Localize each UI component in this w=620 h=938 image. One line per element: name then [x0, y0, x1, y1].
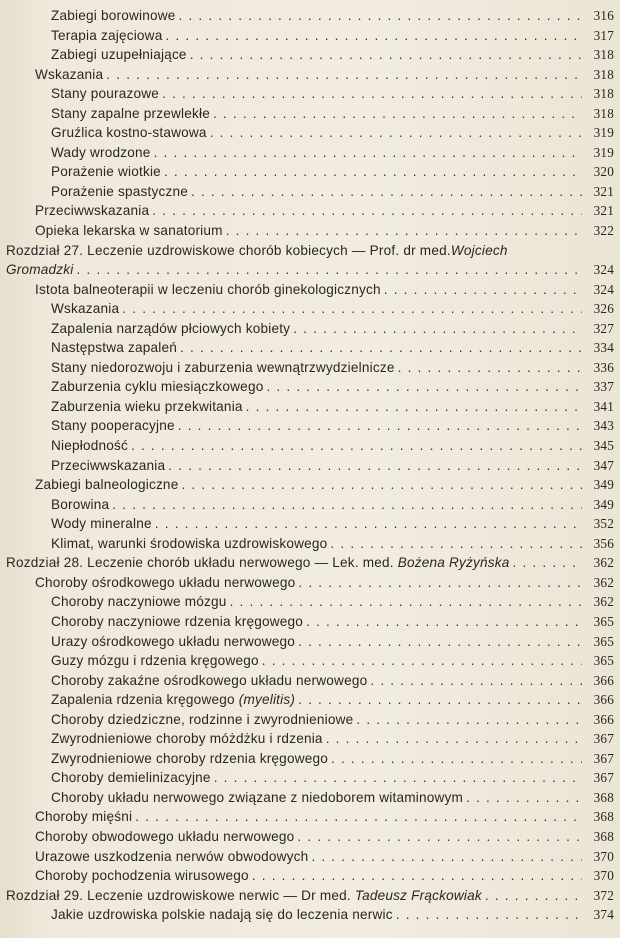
toc-entry	[0, 123, 620, 143]
entry-text: Zabiegi balneologiczne	[35, 477, 179, 493]
toc-entry	[0, 827, 620, 847]
dot-leader	[162, 84, 582, 104]
page-number: 367	[593, 770, 614, 786]
page-number: 365	[593, 633, 614, 649]
toc-entry	[0, 788, 620, 808]
entry-label	[51, 651, 259, 671]
entry-label	[35, 280, 381, 300]
dot-leader	[122, 299, 582, 319]
entry-text: Terapia zajęciowa	[51, 27, 163, 43]
chapter-text: Rozdział 28. Leczenie chorób układu nerwowego — Lek. med.	[6, 555, 398, 571]
toc-entry	[0, 807, 620, 827]
page-number: 326	[593, 301, 614, 317]
toc-entry	[0, 710, 620, 730]
table-of-contents	[0, 6, 620, 925]
entry-label	[35, 866, 249, 886]
entry-text: Wskazania	[51, 301, 120, 317]
toc-entry	[0, 729, 620, 749]
toc-entry	[0, 6, 620, 26]
dot-leader	[297, 827, 582, 847]
entry-text: Stany niedorozwoju i zaburzenia wewnątrzwydzielnicze	[51, 359, 395, 375]
dot-leader	[466, 788, 582, 808]
dot-leader	[210, 123, 582, 143]
entry-label	[51, 338, 177, 358]
entry-label	[35, 807, 132, 827]
chapter-author: Gromadzki	[6, 262, 74, 278]
toc-entry	[0, 280, 620, 300]
toc-entry	[0, 632, 620, 652]
entry-label	[51, 123, 207, 143]
toc-entry	[0, 104, 620, 124]
dot-leader	[168, 456, 582, 476]
toc-entry	[0, 65, 620, 85]
toc-entry	[0, 299, 620, 319]
entry-text: Zabiegi borowinowe	[51, 8, 176, 23]
chapter-text: Rozdział 29. Leczenie uzdrowiskowe nerwic — Dr med.	[6, 887, 355, 903]
entry-text: Jakie uzdrowiska polskie nadają się do leczenia nerwic	[51, 907, 393, 923]
page-number: 362	[593, 594, 614, 610]
toc-entry	[0, 651, 620, 671]
entry-label	[35, 475, 178, 495]
entry-text: Niepłodność	[51, 438, 129, 454]
page-number: 324	[593, 281, 614, 297]
entry-label	[51, 26, 162, 46]
page-number: 334	[593, 340, 614, 356]
entry-text: Choroby ośrodkowego układu nerwowego	[35, 574, 296, 590]
entry-label	[51, 299, 119, 319]
dot-leader	[396, 905, 582, 925]
toc-chapter-row	[0, 886, 620, 906]
entry-text: Choroby dziedziczne, rodzinne i zwyrodnieniowe	[51, 711, 354, 727]
toc-entry	[0, 905, 620, 925]
dot-leader	[298, 632, 582, 652]
dot-leader	[370, 671, 582, 691]
entry-text: Zwyrodnieniowe choroby rdzenia kręgowego	[51, 750, 329, 766]
dot-leader	[311, 847, 582, 867]
entry-label	[51, 905, 393, 925]
chapter-author: Tadeusz Frąckowiak	[354, 887, 482, 903]
page-number: 336	[593, 359, 614, 375]
entry-text: Urazy ośrodkowego układu nerwowego	[51, 633, 296, 649]
entry-label	[35, 573, 295, 593]
entry-text: Przeciwwskazania	[51, 457, 166, 473]
dot-leader	[190, 45, 582, 65]
entry-text: Wskazania	[35, 66, 104, 82]
page-number: 362	[593, 574, 614, 590]
entry-text: Urazowe uszkodzenia nerwów obwodowych	[35, 848, 309, 864]
page-number: 365	[593, 653, 614, 669]
toc-entry	[0, 84, 620, 104]
dot-leader	[298, 573, 582, 593]
entry-label	[51, 456, 165, 476]
entry-text: Następstwa zapaleń	[51, 340, 178, 356]
page-number: 356	[593, 535, 614, 551]
toc-entry	[0, 671, 620, 691]
toc-entry	[0, 221, 620, 241]
page-number: 362	[593, 555, 614, 571]
entry-label	[51, 534, 327, 554]
entry-label	[35, 827, 294, 847]
toc-entry	[0, 847, 620, 867]
entry-label	[51, 358, 395, 378]
page-number: 319	[593, 125, 614, 141]
toc-entry	[0, 690, 620, 710]
chapter-author: Bożena Ryżyńska	[397, 555, 510, 571]
entry-label	[51, 319, 290, 339]
dot-leader	[485, 886, 582, 906]
dot-leader	[398, 358, 582, 378]
page-number: 345	[593, 438, 614, 454]
dot-leader	[513, 553, 583, 573]
page-number: 368	[593, 789, 614, 805]
page-number: 341	[593, 398, 614, 414]
toc-entry	[0, 612, 620, 632]
entry-label	[51, 182, 188, 202]
toc-chapter-row	[0, 241, 620, 261]
page-number: 349	[593, 496, 614, 512]
entry-text: Wody mineralne	[51, 516, 152, 532]
page-number: 374	[593, 907, 614, 923]
toc-entry	[0, 338, 620, 358]
entry-label	[51, 416, 175, 436]
dot-leader	[165, 26, 582, 46]
dot-leader	[180, 338, 582, 358]
page-number: 337	[593, 379, 614, 395]
entry-text: Choroby pochodzenia wirusowego	[35, 868, 249, 884]
dot-leader	[330, 534, 582, 554]
entry-label	[51, 729, 323, 749]
entry-text: Stany pooperacyjne	[51, 418, 175, 434]
toc-entry	[0, 495, 620, 515]
entry-text: Stany pourazowe	[51, 86, 160, 102]
dot-leader	[252, 866, 582, 886]
entry-text: Zapalenia rdzenia kręgowego	[51, 692, 235, 708]
entry-label	[51, 514, 152, 534]
entry-label	[51, 436, 128, 456]
page-number: 349	[593, 477, 614, 493]
toc-entry	[0, 514, 620, 534]
dot-leader	[179, 6, 582, 26]
dot-leader	[326, 729, 582, 749]
entry-label	[51, 84, 159, 104]
toc-chapter-row	[0, 553, 620, 573]
toc-entry	[0, 592, 620, 612]
page-number: 318	[593, 47, 614, 63]
toc-entry	[0, 162, 620, 182]
dot-leader	[164, 162, 582, 182]
toc-entry	[0, 26, 620, 46]
entry-text: Choroby mięśni	[35, 809, 133, 825]
page-number: 318	[593, 86, 614, 102]
toc-entry	[0, 768, 620, 788]
dot-leader	[181, 475, 582, 495]
dot-leader	[246, 397, 582, 417]
entry-label	[51, 6, 176, 26]
chapter-author: Wojciech	[450, 242, 508, 258]
entry-label	[51, 104, 210, 124]
dot-leader	[306, 612, 582, 632]
entry-text: Zabiegi uzupełniające	[51, 47, 187, 63]
toc-entry	[0, 201, 620, 221]
entry-label	[51, 45, 187, 65]
toc-entry	[0, 573, 620, 593]
page-number: 367	[593, 731, 614, 747]
entry-label	[51, 592, 227, 612]
entry-text: Porażenie spastyczne	[51, 183, 188, 199]
toc-entry	[0, 358, 620, 378]
page-number: 368	[593, 809, 614, 825]
dot-leader	[331, 749, 582, 769]
entry-label	[51, 143, 151, 163]
entry-text: Zapalenia narządów płciowych kobiety	[51, 320, 291, 336]
page-number: 367	[593, 750, 614, 766]
entry-text: Przeciwwskazania	[35, 203, 150, 219]
page-number: 370	[593, 848, 614, 864]
entry-label	[35, 221, 223, 241]
page-number: 322	[593, 223, 614, 239]
toc-entry	[0, 143, 620, 163]
dot-leader	[77, 260, 582, 280]
page-number: 366	[593, 692, 614, 708]
entry-italic: (myelitis)	[238, 692, 296, 708]
entry-text: Choroby układu nerwowego związane z niedoborem witaminowym	[51, 789, 464, 805]
page-number: 372	[593, 887, 614, 903]
page-number: 347	[593, 457, 614, 473]
page-number: 370	[593, 868, 614, 884]
entry-text: Choroby naczyniowe rdzenia kręgowego	[51, 613, 304, 629]
page-number: 321	[593, 203, 614, 219]
chapter-title	[6, 886, 482, 906]
toc-entry	[0, 475, 620, 495]
dot-leader	[112, 495, 582, 515]
page-number: 318	[593, 105, 614, 121]
entry-text: Gruźlica kostno-stawowa	[51, 125, 207, 141]
page-number: 366	[593, 711, 614, 727]
entry-text: Zaburzenia wieku przekwitania	[51, 398, 243, 414]
toc-entry	[0, 319, 620, 339]
entry-text: Opieka lekarska w sanatorium	[35, 223, 223, 239]
toc-chapter-row-continued	[0, 260, 620, 280]
page-number: 320	[593, 164, 614, 180]
entry-text: Choroby naczyniowe mózgu	[51, 594, 227, 610]
entry-text: Zaburzenia cyklu miesiączkowego	[51, 379, 264, 395]
entry-text: Borowina	[51, 496, 110, 512]
toc-entry	[0, 866, 620, 886]
page-number: 321	[593, 183, 614, 199]
entry-text: Istota balneoterapii w leczeniu chorób ginekologicznych	[35, 281, 381, 297]
toc-entry	[0, 45, 620, 65]
entry-label	[51, 788, 463, 808]
dot-leader	[266, 377, 582, 397]
entry-label	[51, 749, 328, 769]
toc-entry	[0, 749, 620, 769]
dot-leader	[106, 65, 582, 85]
page-number: 319	[593, 144, 614, 160]
entry-label	[51, 162, 161, 182]
dot-leader	[178, 416, 582, 436]
dot-leader	[262, 651, 582, 671]
page-number: 316	[593, 8, 614, 23]
chapter-title	[6, 553, 510, 573]
dot-leader	[298, 690, 582, 710]
toc-entry	[0, 436, 620, 456]
entry-label	[51, 495, 109, 515]
dot-leader	[131, 436, 582, 456]
page-number: 366	[593, 672, 614, 688]
chapter-text: Rozdział 27. Leczenie uzdrowiskowe chorób kobiecych — Prof. dr med.	[6, 242, 451, 258]
dot-leader	[213, 104, 582, 124]
toc-entry	[0, 456, 620, 476]
page-number: 324	[593, 262, 614, 278]
page-number: 352	[593, 516, 614, 532]
entry-label	[35, 201, 149, 221]
dot-leader	[154, 143, 582, 163]
page-number: 317	[593, 27, 614, 43]
toc-entry	[0, 397, 620, 417]
dot-leader	[214, 768, 582, 788]
dot-leader	[191, 182, 582, 202]
dot-leader	[135, 807, 582, 827]
entry-text: Klimat, warunki środowiska uzdrowiskowego	[51, 535, 328, 551]
page-number: 318	[593, 66, 614, 82]
entry-text: Guzy mózgu i rdzenia kręgowego	[51, 653, 259, 669]
dot-leader	[293, 319, 582, 339]
dot-leader	[384, 280, 582, 300]
toc-entry	[0, 534, 620, 554]
entry-text: Zwyrodnieniowe choroby móżdżku i rdzenia	[51, 731, 323, 747]
entry-label	[35, 847, 308, 867]
entry-label	[51, 612, 303, 632]
entry-text: Choroby zakaźne ośrodkowego układu nerwowego	[51, 672, 368, 688]
entry-text: Choroby obwodowego układu nerwowego	[35, 828, 295, 844]
entry-text: Stany zapalne przewlekłe	[51, 105, 210, 121]
entry-text: Porażenie wiotkie	[51, 164, 161, 180]
toc-entry	[0, 182, 620, 202]
dot-leader	[230, 592, 582, 612]
entry-label	[51, 690, 295, 710]
dot-leader	[155, 514, 582, 534]
page-number: 327	[593, 320, 614, 336]
dot-leader	[356, 710, 582, 730]
entry-label	[35, 65, 103, 85]
page-number: 368	[593, 828, 614, 844]
entry-label	[51, 377, 263, 397]
dot-leader	[152, 201, 582, 221]
dot-leader	[226, 221, 582, 241]
toc-entry	[0, 416, 620, 436]
entry-text: Wady wrodzone	[51, 144, 151, 160]
entry-label	[51, 768, 211, 788]
page-number: 343	[593, 418, 614, 434]
entry-label	[51, 671, 367, 691]
entry-text: Choroby demielinizacyjne	[51, 770, 211, 786]
page-number: 365	[593, 613, 614, 629]
entry-label	[51, 632, 295, 652]
entry-label	[51, 710, 353, 730]
entry-label	[51, 397, 243, 417]
toc-entry	[0, 377, 620, 397]
